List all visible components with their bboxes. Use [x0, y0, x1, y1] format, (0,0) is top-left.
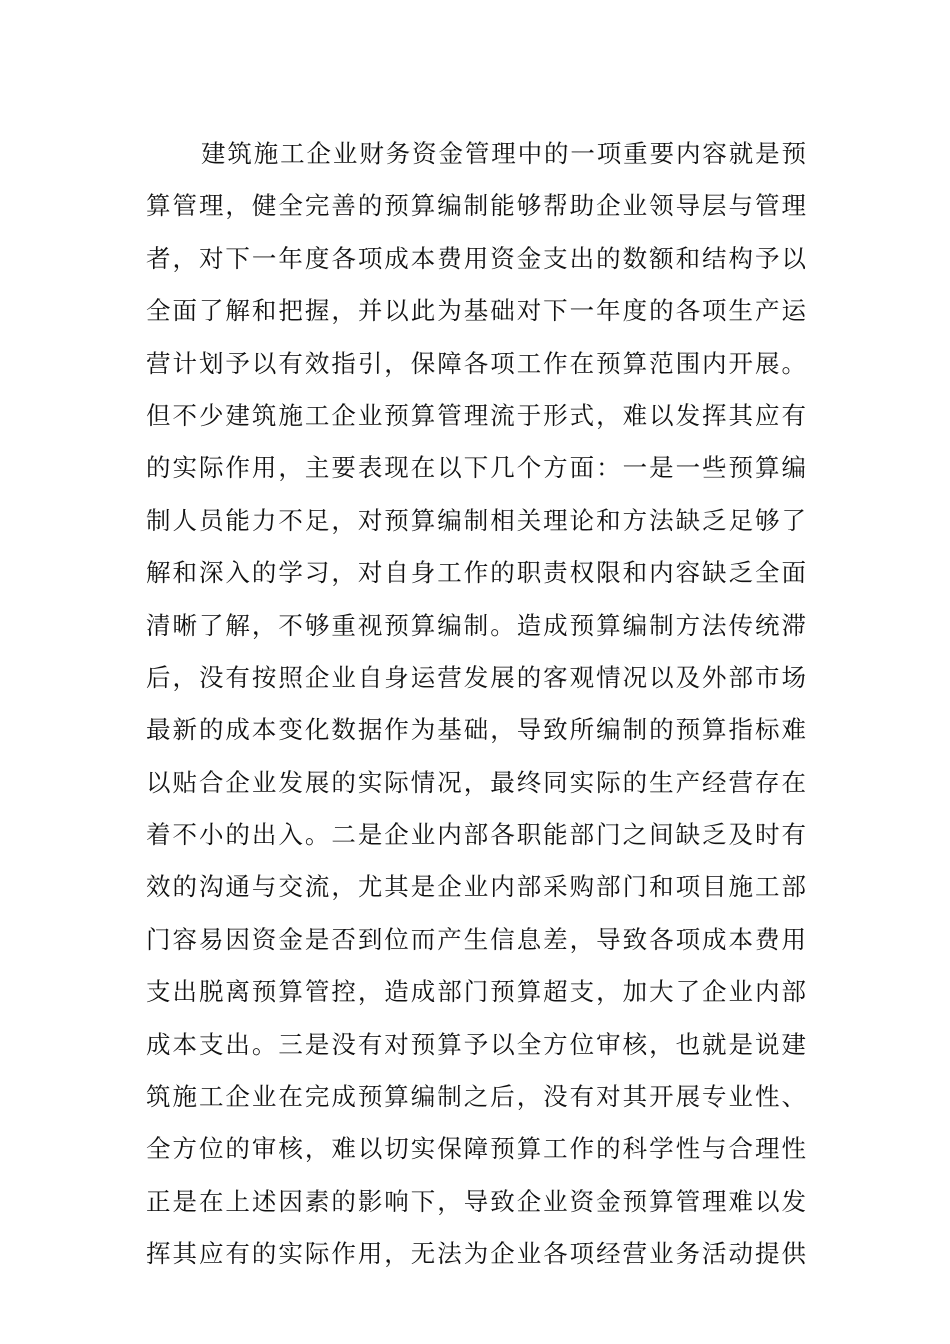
text-line: 制人员能力不足，对预算编制相关理论和方法缺乏足够了	[146, 505, 806, 535]
text-line: 最新的成本变化数据作为基础，导致所编制的预算指标难	[146, 715, 806, 745]
text-line: 建筑施工企业财务资金管理中的一项重要内容就是预	[201, 139, 806, 168]
text-line: 支出脱离预算管控，造成部门预算超支，加大了企业内部	[146, 977, 806, 1007]
text-line: 算管理，健全完善的预算编制能够帮助企业领导层与管理	[146, 191, 806, 221]
text-line: 正是在上述因素的影响下，导致企业资金预算管理难以发	[146, 1186, 806, 1216]
text-line: 成本支出。三是没有对预算予以全方位审核，也就是说建	[146, 1029, 806, 1059]
text-line: 筑施工企业在完成预算编制之后，没有对其开展专业性、	[146, 1082, 806, 1112]
text-line: 以贴合企业发展的实际情况，最终同实际的生产经营存在	[146, 767, 806, 797]
text-line: 效的沟通与交流，尤其是企业内部采购部门和项目施工部	[146, 872, 806, 902]
text-line: 挥其应有的实际作用，无法为企业各项经营业务活动提供	[146, 1239, 806, 1269]
body-paragraph	[146, 128, 806, 1281]
text-line: 的实际作用，主要表现在以下几个方面：一是一些预算编	[146, 453, 806, 483]
text-line: 者，对下一年度各项成本费用资金支出的数额和结构予以	[146, 243, 806, 273]
text-line: 全方位的审核，难以切实保障预算工作的科学性与合理性	[146, 1134, 806, 1164]
text-line: 营计划予以有效指引，保障各项工作在预算范围内开展。	[146, 348, 806, 378]
text-line: 着不小的出入。二是企业内部各职能部门之间缺乏及时有	[146, 820, 806, 850]
text-line: 后，没有按照企业自身运营发展的客观情况以及外部市场	[146, 662, 806, 692]
text-line: 门容易因资金是否到位而产生信息差，导致各项成本费用	[146, 924, 806, 954]
text-line: 清晰了解，不够重视预算编制。造成预算编制方法传统滞	[146, 610, 806, 640]
text-line: 解和深入的学习，对自身工作的职责权限和内容缺乏全面	[146, 558, 806, 588]
text-line: 全面了解和把握，并以此为基础对下一年度的各项生产运	[146, 296, 806, 326]
text-line: 但不少建筑施工企业预算管理流于形式，难以发挥其应有	[146, 400, 806, 430]
